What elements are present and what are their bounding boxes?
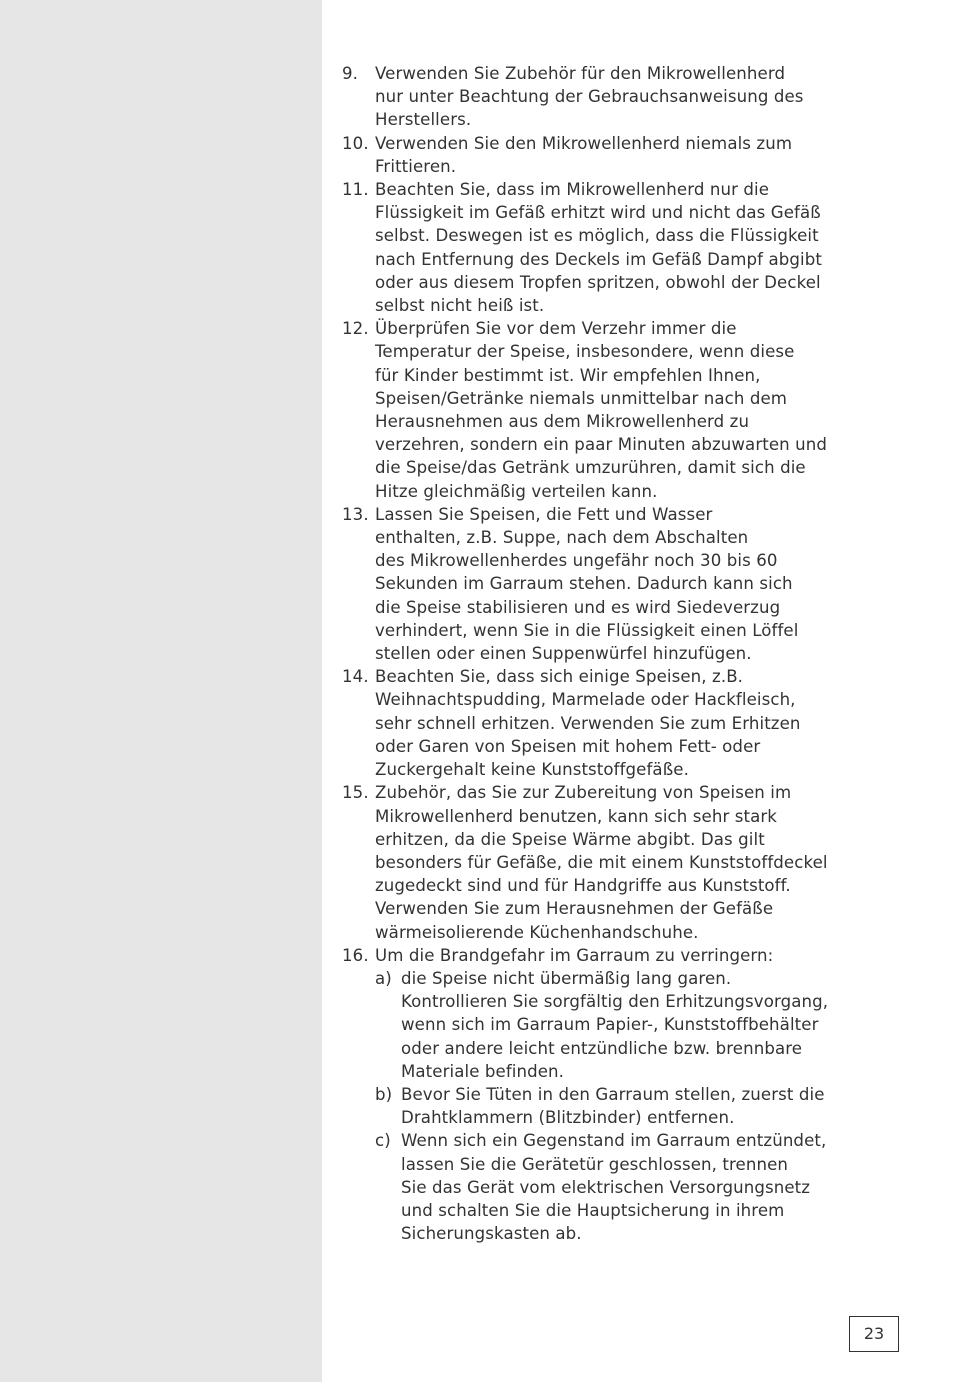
item-number: 10. bbox=[342, 133, 369, 153]
sub-item-letter: c) bbox=[375, 1131, 391, 1151]
item-number: 15. bbox=[342, 783, 369, 803]
item-text-line: Flüssigkeit im Gefäß erhitzt wird und nicht das Gefäß bbox=[375, 203, 821, 223]
sub-item bbox=[375, 967, 887, 1083]
item-text-line: stellen oder einen Suppenwürfel hinzufügen. bbox=[375, 644, 752, 664]
item-text-line: selbst nicht heiß ist. bbox=[375, 296, 545, 316]
item-text-line: Überprüfen Sie vor dem Verzehr immer die bbox=[375, 319, 737, 339]
item-text-line: Verwenden Sie zum Herausnehmen der Gefäße bbox=[375, 899, 774, 919]
item-text-line: Speisen/Getränke niemals unmittelbar nach dem bbox=[375, 388, 788, 408]
sub-item-text-line: die Speise nicht übermäßig lang garen. bbox=[401, 968, 732, 988]
list-item bbox=[342, 781, 887, 943]
sub-item bbox=[375, 1083, 887, 1129]
sub-item-text-line: wenn sich im Garraum Papier-, Kunststoffbehälter bbox=[401, 1015, 819, 1035]
sub-item-text-line: und schalten Sie die Hauptsicherung in ihrem bbox=[401, 1200, 785, 1220]
sub-item-text-line: Sicherungskasten ab. bbox=[401, 1224, 582, 1244]
list-item bbox=[342, 944, 887, 1246]
item-number: 11. bbox=[342, 180, 369, 200]
side-band bbox=[0, 0, 322, 1382]
item-text-line: Frittieren. bbox=[375, 156, 457, 176]
sub-item-text-line: lassen Sie die Gerätetür geschlossen, trennen bbox=[401, 1154, 789, 1174]
item-text-line: oder Garen von Speisen mit hohem Fett- oder bbox=[375, 736, 761, 756]
item-text-line: oder aus diesem Tropfen spritzen, obwohl der Deckel bbox=[375, 272, 821, 292]
list-item bbox=[342, 62, 887, 132]
item-text-line: Um die Brandgefahr im Garraum zu verringern: bbox=[375, 945, 774, 965]
item-number: 12. bbox=[342, 319, 369, 339]
item-text-line: verzehren, sondern ein paar Minuten abzuwarten und bbox=[375, 435, 828, 455]
sub-item-text-line: oder andere leicht entzündliche bzw. brennbare bbox=[401, 1038, 803, 1058]
item-text-line: enthalten, z.B. Suppe, nach dem Abschalten bbox=[375, 528, 749, 548]
item-text-line: Hitze gleichmäßig verteilen kann. bbox=[375, 481, 658, 501]
item-text-line: die Speise/das Getränk umzurühren, damit sich die bbox=[375, 458, 806, 478]
item-text-line: Beachten Sie, dass im Mikrowellenherd nur die bbox=[375, 180, 770, 200]
sub-item bbox=[375, 1129, 887, 1245]
sub-item-text-line: Drahtklammern (Blitzbinder) entfernen. bbox=[401, 1108, 735, 1128]
item-text-line: besonders für Gefäße, die mit einem Kunststoffdeckel bbox=[375, 852, 828, 872]
item-text-line: die Speise stabilisieren und es wird Siedeverzug bbox=[375, 597, 781, 617]
item-number: 14. bbox=[342, 667, 369, 687]
item-text-line: wärmeisolierende Küchenhandschuhe. bbox=[375, 922, 699, 942]
item-text-line: selbst. Deswegen ist es möglich, dass die Flüssigkeit bbox=[375, 226, 819, 246]
item-text-line: sehr schnell erhitzen. Verwenden Sie zum Erhitzen bbox=[375, 713, 801, 733]
item-text-line: Lassen Sie Speisen, die Fett und Wasser bbox=[375, 504, 713, 524]
item-text-line: für Kinder bestimmt ist. Wir empfehlen Ihnen, bbox=[375, 365, 761, 385]
item-number: 16. bbox=[342, 945, 369, 965]
item-text-line: Sekunden im Garraum stehen. Dadurch kann sich bbox=[375, 574, 793, 594]
sub-item-text-line: Wenn sich ein Gegenstand im Garraum entzündet, bbox=[401, 1131, 827, 1151]
sub-item-letter: b) bbox=[375, 1084, 393, 1104]
list-item bbox=[342, 132, 887, 178]
list-item bbox=[342, 503, 887, 665]
item-text-line: Zubehör, das Sie zur Zubereitung von Speisen im bbox=[375, 783, 792, 803]
item-text-line: Temperatur der Speise, insbesondere, wenn diese bbox=[375, 342, 795, 362]
item-number: 13. bbox=[342, 504, 369, 524]
item-text-line: Beachten Sie, dass sich einige Speisen, z.B. bbox=[375, 667, 744, 687]
item-text-line: Verwenden Sie Zubehör für den Mikrowellenherd bbox=[375, 64, 786, 83]
sub-item-text-line: Materiale befinden. bbox=[401, 1061, 565, 1081]
instruction-list bbox=[342, 62, 887, 1245]
item-text-line: Mikrowellenherd benutzen, kann sich sehr stark bbox=[375, 806, 777, 826]
item-text-line: zugedeckt sind und für Handgriffe aus Kunststoff. bbox=[375, 876, 791, 896]
page-number: 23 bbox=[849, 1316, 899, 1352]
list-item bbox=[342, 178, 887, 317]
item-number: 9. bbox=[342, 64, 359, 83]
sub-item-text-line: Sie das Gerät vom elektrischen Versorgungsnetz bbox=[401, 1177, 811, 1197]
list-item bbox=[342, 317, 887, 503]
item-text-line: Verwenden Sie den Mikrowellenherd niemals zum bbox=[375, 133, 793, 153]
item-text-line: erhitzen, da die Speise Wärme abgibt. Das gilt bbox=[375, 829, 765, 849]
sub-item-text-line: Kontrollieren Sie sorgfältig den Erhitzungsvorgang, bbox=[401, 992, 829, 1012]
item-text-line: Herausnehmen aus dem Mikrowellenherd zu bbox=[375, 412, 750, 432]
item-text-line: Weihnachtspudding, Marmelade oder Hackfleisch, bbox=[375, 690, 796, 710]
sub-item-letter: a) bbox=[375, 968, 392, 988]
item-text-line: des Mikrowellenherdes ungefähr noch 30 bis 60 bbox=[375, 551, 778, 571]
item-text-line: Zuckergehalt keine Kunststoffgefäße. bbox=[375, 760, 689, 780]
item-text-line: nach Entfernung des Deckels im Gefäß Dampf abgibt bbox=[375, 249, 822, 269]
item-text-line: Herstellers. bbox=[375, 110, 472, 130]
list-item bbox=[342, 665, 887, 781]
item-text-line: verhindert, wenn Sie in die Flüssigkeit einen Löffel bbox=[375, 620, 799, 640]
item-text-line: nur unter Beachtung der Gebrauchsanweisung des bbox=[375, 87, 804, 107]
sub-item-text-line: Bevor Sie Tüten in den Garraum stellen, zuerst die bbox=[401, 1084, 825, 1104]
